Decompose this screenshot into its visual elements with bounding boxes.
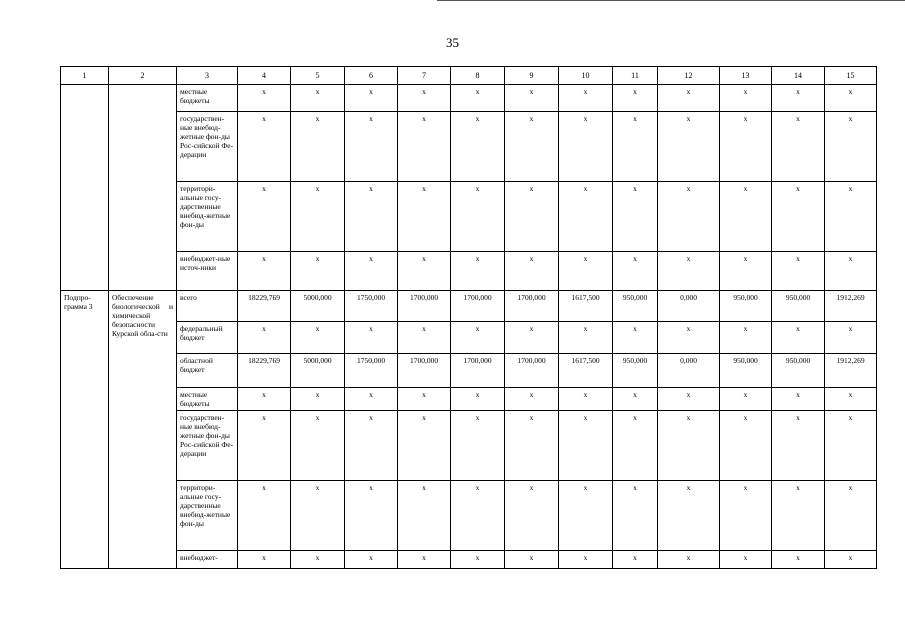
value-col-6: x [345, 388, 398, 411]
funding-source-label: государствен-ные внебюд-жетные фон-ды Рос-сийской Фе-дерации [177, 411, 238, 481]
value-col-11: x [613, 112, 658, 182]
value-col-13: x [720, 182, 772, 252]
value-col-6: x [345, 182, 398, 252]
value-col-4: x [238, 411, 291, 481]
value-col-6: 1750,000 [345, 354, 398, 388]
table-row [61, 388, 877, 411]
value-col-10: x [559, 388, 613, 411]
value-col-11: 950,000 [613, 354, 658, 388]
value-col-5: x [291, 551, 345, 569]
value-col-4: 18229,769 [238, 291, 291, 322]
value-col-4: x [238, 388, 291, 411]
value-col-7: x [398, 411, 451, 481]
value-col-8: x [451, 551, 505, 569]
value-col-13: x [720, 85, 772, 112]
value-col-8: x [451, 182, 505, 252]
funding-source-label: внебюджет-ные источ-ники [177, 252, 238, 291]
value-col-4: 18229,769 [238, 354, 291, 388]
value-col-6: x [345, 112, 398, 182]
top-rule [437, 0, 905, 1]
column-number-7: 7 [398, 67, 451, 85]
value-col-9: x [505, 322, 559, 354]
subprogram-name: Подпро-грамма 3 [61, 291, 109, 569]
value-col-12: x [658, 388, 720, 411]
value-col-13: x [720, 481, 772, 551]
value-col-6: x [345, 411, 398, 481]
value-col-11: x [613, 182, 658, 252]
value-col-14: 950,000 [772, 354, 825, 388]
value-col-8: x [451, 85, 505, 112]
value-col-10: x [559, 322, 613, 354]
column-number-4: 4 [238, 67, 291, 85]
value-col-12: x [658, 551, 720, 569]
value-col-7: 1700,000 [398, 354, 451, 388]
table-row [61, 252, 877, 291]
value-col-4: x [238, 551, 291, 569]
value-col-9: x [505, 411, 559, 481]
value-col-7: 1700,000 [398, 291, 451, 322]
value-col-8: x [451, 481, 505, 551]
value-col-11: x [613, 252, 658, 291]
value-col-8: x [451, 252, 505, 291]
value-col-5: x [291, 85, 345, 112]
value-col-6: 1750,000 [345, 291, 398, 322]
table-row [61, 112, 877, 182]
value-col-8: x [451, 388, 505, 411]
value-col-12: x [658, 252, 720, 291]
value-col-5: 5000,000 [291, 291, 345, 322]
value-col-12: x [658, 322, 720, 354]
page-number: 35 [446, 35, 459, 50]
column-number-1: 1 [61, 67, 109, 85]
value-col-14: x [772, 182, 825, 252]
value-col-15: x [825, 182, 877, 252]
value-col-6: x [345, 481, 398, 551]
value-col-13: x [720, 551, 772, 569]
value-col-15: x [825, 551, 877, 569]
subprogram-title: Обеспечение биологической и химической безопасности Курской обла-сти [109, 291, 177, 569]
value-col-5: x [291, 411, 345, 481]
value-col-11: x [613, 388, 658, 411]
value-col-11: 950,000 [613, 291, 658, 322]
value-col-7: x [398, 182, 451, 252]
value-col-12: x [658, 182, 720, 252]
value-col-15: x [825, 322, 877, 354]
value-col-9: 1700,000 [505, 354, 559, 388]
value-col-4: x [238, 481, 291, 551]
value-col-7: x [398, 112, 451, 182]
column-number-2: 2 [109, 67, 177, 85]
value-col-14: x [772, 112, 825, 182]
value-col-6: x [345, 85, 398, 112]
value-col-4: x [238, 322, 291, 354]
value-col-11: x [613, 551, 658, 569]
value-col-13: x [720, 322, 772, 354]
value-col-7: x [398, 85, 451, 112]
value-col-10: x [559, 252, 613, 291]
table-row [61, 551, 877, 569]
column-number-3: 3 [177, 67, 238, 85]
header-row [61, 67, 877, 85]
column-number-5: 5 [291, 67, 345, 85]
value-col-15: x [825, 252, 877, 291]
value-col-9: x [505, 481, 559, 551]
column-number-15: 15 [825, 67, 877, 85]
funding-source-label: территори-альные госу-дарственные внебюд-жетные фон-ды [177, 481, 238, 551]
value-col-10: 1617,500 [559, 291, 613, 322]
value-col-9: x [505, 388, 559, 411]
value-col-10: x [559, 112, 613, 182]
value-col-9: x [505, 182, 559, 252]
value-col-9: x [505, 252, 559, 291]
table-row [61, 481, 877, 551]
value-col-14: x [772, 252, 825, 291]
value-col-5: x [291, 252, 345, 291]
value-col-13: 950,000 [720, 354, 772, 388]
value-col-8: x [451, 322, 505, 354]
value-col-6: x [345, 551, 398, 569]
value-col-8: 1700,000 [451, 291, 505, 322]
column-number-11: 11 [613, 67, 658, 85]
value-col-15: x [825, 481, 877, 551]
column-number-14: 14 [772, 67, 825, 85]
funding-source-label: областной бюджет [177, 354, 238, 388]
budget-table [60, 66, 877, 569]
value-col-10: x [559, 551, 613, 569]
value-col-10: x [559, 85, 613, 112]
value-col-13: x [720, 411, 772, 481]
table-row [61, 354, 877, 388]
column-number-9: 9 [505, 67, 559, 85]
funding-source-label: местные бюджеты [177, 388, 238, 411]
value-col-11: x [613, 322, 658, 354]
value-col-5: x [291, 182, 345, 252]
value-col-12: x [658, 481, 720, 551]
program-title-cell-empty [109, 85, 177, 291]
value-col-15: x [825, 411, 877, 481]
value-col-4: x [238, 112, 291, 182]
funding-source-label: государствен-ные внебюд-жетные фон-ды Рос-сийской Фе-дерации [177, 112, 238, 182]
value-col-8: x [451, 411, 505, 481]
value-col-5: x [291, 112, 345, 182]
value-col-9: x [505, 551, 559, 569]
value-col-10: x [559, 182, 613, 252]
value-col-14: x [772, 322, 825, 354]
value-col-9: 1700,000 [505, 291, 559, 322]
program-cell-empty [61, 85, 109, 291]
value-col-14: x [772, 388, 825, 411]
value-col-5: 5000,000 [291, 354, 345, 388]
value-col-15: x [825, 85, 877, 112]
value-col-15: 1912,269 [825, 291, 877, 322]
table-row [61, 411, 877, 481]
value-col-7: x [398, 322, 451, 354]
value-col-4: x [238, 252, 291, 291]
value-col-12: x [658, 85, 720, 112]
value-col-7: x [398, 481, 451, 551]
table-row [61, 322, 877, 354]
value-col-14: x [772, 411, 825, 481]
value-col-13: x [720, 112, 772, 182]
column-number-6: 6 [345, 67, 398, 85]
value-col-11: x [613, 411, 658, 481]
funding-source-label: внебюджет- [177, 551, 238, 569]
value-col-6: x [345, 252, 398, 291]
value-col-12: x [658, 411, 720, 481]
column-number-13: 13 [720, 67, 772, 85]
value-col-15: x [825, 112, 877, 182]
value-col-14: 950,000 [772, 291, 825, 322]
value-col-5: x [291, 322, 345, 354]
funding-source-label: всего [177, 291, 238, 322]
value-col-14: x [772, 481, 825, 551]
column-number-10: 10 [559, 67, 613, 85]
table-row [61, 85, 877, 112]
value-col-14: x [772, 85, 825, 112]
value-col-11: x [613, 481, 658, 551]
value-col-5: x [291, 481, 345, 551]
value-col-9: x [505, 112, 559, 182]
value-col-15: 1912,269 [825, 354, 877, 388]
value-col-7: x [398, 551, 451, 569]
value-col-7: x [398, 388, 451, 411]
value-col-13: x [720, 388, 772, 411]
table-row [61, 182, 877, 252]
value-col-12: 0,000 [658, 354, 720, 388]
value-col-8: 1700,000 [451, 354, 505, 388]
column-number-8: 8 [451, 67, 505, 85]
value-col-6: x [345, 322, 398, 354]
value-col-14: x [772, 551, 825, 569]
value-col-12: x [658, 112, 720, 182]
value-col-15: x [825, 388, 877, 411]
funding-source-label: федеральный бюджет [177, 322, 238, 354]
value-col-10: 1617,500 [559, 354, 613, 388]
table-row [61, 291, 877, 322]
value-col-4: x [238, 182, 291, 252]
funding-source-label: территори-альные госу-дарственные внебюд-жетные фон-ды [177, 182, 238, 252]
value-col-11: x [613, 85, 658, 112]
value-col-4: x [238, 85, 291, 112]
value-col-13: x [720, 252, 772, 291]
funding-source-label: местные бюджеты [177, 85, 238, 112]
value-col-8: x [451, 112, 505, 182]
value-col-12: 0,000 [658, 291, 720, 322]
value-col-9: x [505, 85, 559, 112]
column-number-12: 12 [658, 67, 720, 85]
value-col-5: x [291, 388, 345, 411]
value-col-10: x [559, 411, 613, 481]
value-col-7: x [398, 252, 451, 291]
value-col-13: 950,000 [720, 291, 772, 322]
value-col-10: x [559, 481, 613, 551]
